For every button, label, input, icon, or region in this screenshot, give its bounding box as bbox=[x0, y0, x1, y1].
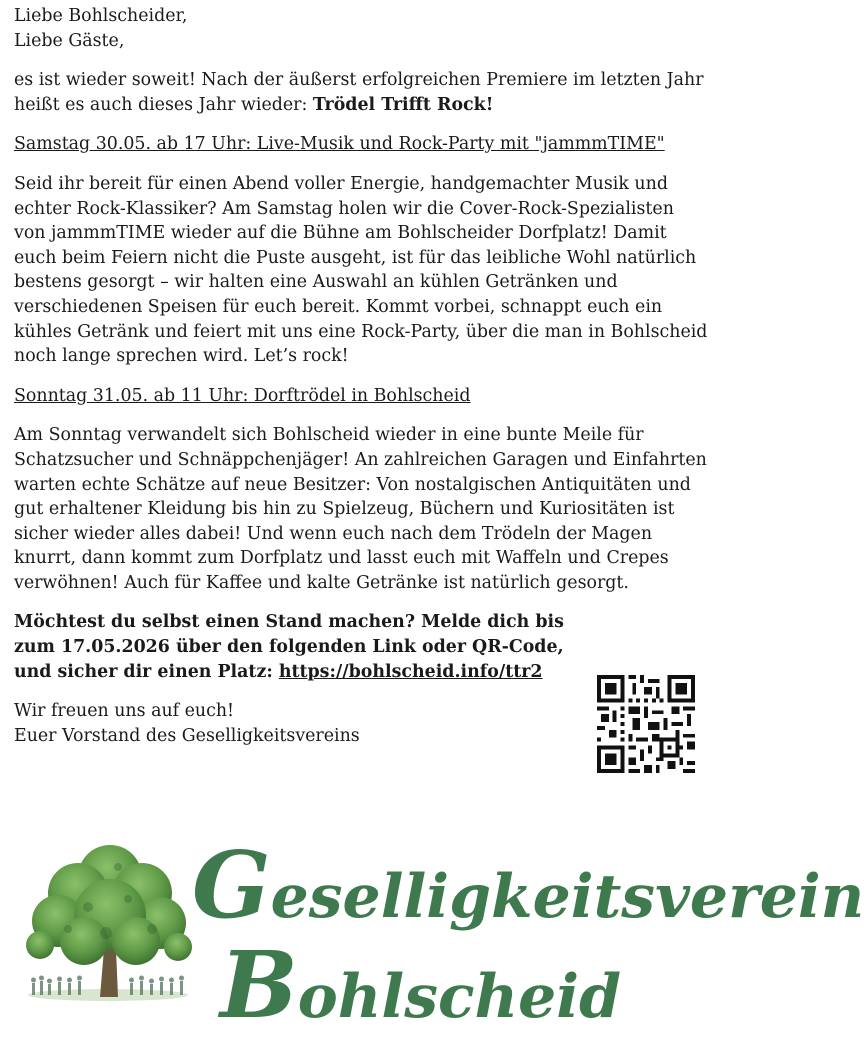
club-name-line-1 bbox=[192, 831, 864, 939]
club-name-word-2: ohlscheid bbox=[297, 962, 622, 1032]
club-name-logo bbox=[192, 831, 864, 1039]
sunday-heading: Sonntag 31.05. ab 11 Uhr: Dorftrödel in Bohlscheid bbox=[14, 385, 471, 406]
club-name-word-1: eselligkeitsverein bbox=[270, 862, 864, 932]
saturday-heading: Samstag 30.05. ab 17 Uhr: Live-Musik und Rock-Party mit "jammmTIME" bbox=[14, 134, 665, 155]
stand-callout bbox=[14, 610, 708, 684]
intro-paragraph bbox=[14, 68, 708, 117]
greeting-line-2: Liebe Gäste, bbox=[14, 30, 125, 51]
club-name-initial-g: G bbox=[192, 831, 271, 939]
stand-line-2: zum 17.05.2026 über den folgenden Link oder QR-Code, bbox=[14, 637, 564, 658]
stand-line-1: Möchtest du selbst einen Stand machen? Melde dich bis bbox=[14, 612, 564, 633]
flyer-document bbox=[14, 4, 708, 763]
tree-icon bbox=[18, 837, 198, 1005]
greeting bbox=[14, 4, 708, 53]
intro-text: es ist wieder soweit! Nach der äußerst erfolgreichen Premiere im letzten Jahr heißt es auch dieses Jahr wieder: bbox=[14, 70, 704, 115]
sunday-body: Am Sonntag verwandelt sich Bohlscheid wieder in eine bunte Meile für Schatzsucher und Schnäppchenjäger! An zahlreichen Garagen und Einfahrten warten echte Schätze auf neue Besitzer: Von nostalgischen Antiquitäten und gut erhaltener Kleidung bis hin zu Spielzeug, Büchern und Kuriositäten ist sicher wieder alles dabei! Und wenn euch nach dem Trödeln der Magen knurrt, dann kommt zum Dorfplatz und lasst euch mit Waffeln und Crepes verwöhnen! Auch für Kaffee und kalte Getränke ist natürlich gesorgt. bbox=[14, 425, 707, 593]
event-title: Trödel Trifft Rock! bbox=[312, 94, 494, 115]
closing-line-2: Euer Vorstand des Geselligkeitsvereins bbox=[14, 725, 360, 746]
footer-logo bbox=[0, 831, 864, 1039]
club-name-line-2 bbox=[220, 931, 712, 1039]
qr-code-icon[interactable] bbox=[597, 675, 695, 773]
stand-line-3: und sicher dir einen Platz: bbox=[14, 661, 279, 682]
saturday-body: Seid ihr bereit für einen Abend voller Energie, handgemachter Musik und echter Rock-Klassiker? Am Samstag holen wir die Cover-Rock-Spezialisten von jammmTIME wieder auf die Bühne am Bohlscheider Dorfplatz! Damit euch beim Feiern nicht die Puste ausgeht, ist für das leibliche Wohl natürlich bestens gesorgt – wir halten eine Auswahl an kühlen Getränken und verschiedenen Speisen für euch bereit. Kommt vorbei, schnappt euch ein kühles Getränk und feiert mit uns eine Rock-Party, über die man in Bohlscheid noch lange sprechen wird. Let’s rock! bbox=[14, 173, 708, 367]
greeting-line-1: Liebe Bohlscheider, bbox=[14, 6, 188, 26]
registration-link[interactable]: https://bohlscheid.info/ttr2 bbox=[278, 661, 543, 682]
club-name-initial-b: B bbox=[220, 931, 298, 1039]
closing-line-1: Wir freuen uns auf euch! bbox=[14, 701, 235, 722]
